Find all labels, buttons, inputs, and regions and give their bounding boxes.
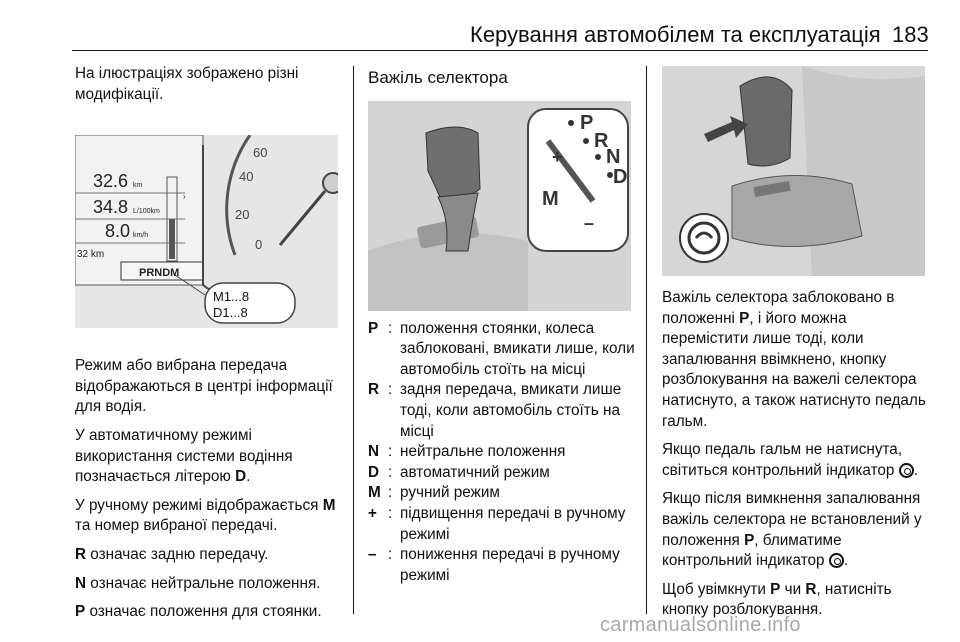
column-left <box>75 64 347 631</box>
reverse-text: R означає задню передачу. <box>75 545 269 563</box>
speed-label-0: 0 <box>255 237 263 253</box>
position-label-minus: – <box>584 212 595 233</box>
readout-unit-2: L/100km <box>133 208 160 216</box>
manual-range-label: M1...8 <box>213 289 250 305</box>
gear-legend <box>368 319 638 587</box>
manual-mode-text: У ручному режимі відображається M та номер вибраної передачі. <box>75 496 336 535</box>
legend-item: R : задня передача, вмикати лише тоді, коли автомобіль стоїть на місці <box>368 381 622 440</box>
section-title: Важіль селектора <box>368 68 508 87</box>
instrument-cluster-figure <box>75 135 338 328</box>
drive-range-label: D1...8 <box>213 305 248 321</box>
header-title: Керування автомобілем та експлуатація <box>470 22 881 47</box>
legend-item: D : автоматичний режим <box>368 463 550 481</box>
ignition-off-text: Якщо після вимкнення запалювання важіль селектора не встановлений у положення P, блиматиме контрольний індикатор . <box>662 490 922 570</box>
column-divider <box>353 66 354 614</box>
display-description: Режим або вибрана передача відображаються в центрі інформації для водія. <box>75 357 333 416</box>
brake-pedal-indicator-icon <box>680 214 728 262</box>
position-label-p: P <box>580 111 594 134</box>
column-middle <box>368 64 638 586</box>
position-label-r: R <box>594 129 609 152</box>
footer-watermark: carmanualsonline.info <box>600 614 801 636</box>
legend-item: + : підвищення передачі в ручному режимі <box>368 504 626 543</box>
position-label-d: D <box>613 165 628 188</box>
readout-3: 8.0 <box>105 221 131 242</box>
legend-item: M : ручний режим <box>368 484 500 502</box>
selector-unlock-figure <box>662 66 925 276</box>
intro-text: На ілюстраціях зображено різні модифікації. <box>75 65 299 103</box>
position-label-m: M <box>542 187 559 210</box>
position-dot-r <box>583 138 589 144</box>
speed-label-60: 60 <box>253 145 268 161</box>
readout-1: 32.6 <box>93 171 129 192</box>
neutral-text: N означає нейтральне положення. <box>75 574 321 592</box>
park-text: P означає положення для стоянки. <box>75 603 322 621</box>
column-divider <box>646 66 647 614</box>
readout-2: 34.8 <box>93 197 129 218</box>
selector-lever-figure <box>368 101 631 311</box>
odometer: 32 km <box>77 249 105 261</box>
speed-label-40: 40 <box>239 169 254 185</box>
header-rule <box>72 50 928 51</box>
position-dot-p <box>568 120 574 126</box>
brake-pedal-indicator-icon <box>899 463 914 478</box>
page-number: 183 <box>892 22 929 47</box>
brake-pedal-indicator-icon <box>829 553 844 568</box>
readout-unit-1: km <box>133 182 143 190</box>
position-label-plus: + <box>552 146 563 167</box>
legend-item: – : пониження передачі в ручному режимі <box>368 546 620 584</box>
legend-item: P : положення стоянки, колеса заблоковані, вмикати лише, коли автомобіль стоїть на місці <box>368 319 635 378</box>
lock-description: Важіль селектора заблоковано в положенні P, і його можна перемістити лише тоді, коли запалювання ввімкнено, кнопку розблокування на важелі селектора натиснуто, а також натиснуто педаль гальм. <box>662 289 926 430</box>
column-right <box>662 64 932 629</box>
brake-indicator-text: Якщо педаль гальм не натиснута, світиться контрольний індикатор . <box>662 441 918 479</box>
prndm-indicator: PRNDM <box>139 267 180 280</box>
position-label-n: N <box>606 145 621 168</box>
speed-label-20: 20 <box>235 207 250 223</box>
readout-unit-3: km/h <box>133 232 149 240</box>
svg-text:›: › <box>183 192 186 202</box>
automatic-mode-text: У автоматичному режимі використання системи водіння позначається літерою D. <box>75 426 293 486</box>
engage-text: Щоб увімкнути P чи R, натисніть кнопку розблокування. <box>662 580 892 619</box>
position-dot-n <box>595 154 601 160</box>
legend-item: N : нейтральне положення <box>368 443 566 461</box>
